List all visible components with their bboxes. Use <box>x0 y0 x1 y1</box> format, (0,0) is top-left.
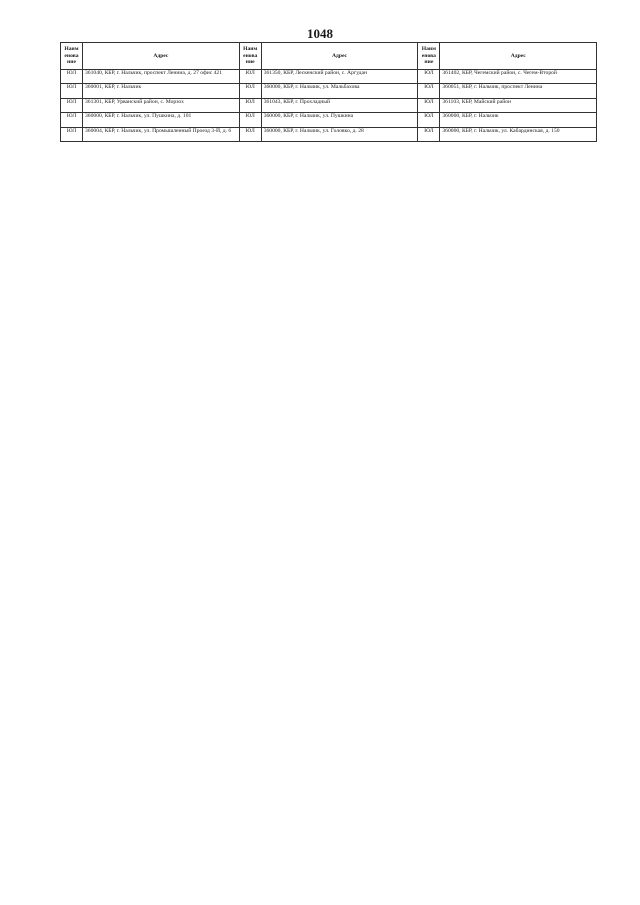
header-name: Наим енова ние <box>61 43 83 70</box>
header-address: Адрес <box>83 43 240 70</box>
cell-name: ЮЛ <box>239 98 261 112</box>
table-row <box>61 127 597 141</box>
cell-name: ЮЛ <box>418 113 440 127</box>
cell-name: ЮЛ <box>61 70 83 84</box>
header-name: Наим енова ние <box>418 43 440 70</box>
table-row <box>61 113 597 127</box>
cell-name: ЮЛ <box>239 70 261 84</box>
cell-name: ЮЛ <box>418 98 440 112</box>
table-header-row <box>61 43 597 70</box>
cell-address: 360004, КБР, г. Нальчик, ул. Промышленный Проезд 3-Й, д. 6 <box>83 127 240 141</box>
table-row <box>61 84 597 98</box>
cell-address: 361103, КБР, Майский район <box>440 98 597 112</box>
cell-address: 360000, КБР, г. Нальчик, ул. Кабардинская, д. 150 <box>440 127 597 141</box>
cell-address: 360000, КБР, г. Нальчик, ул. Пушкина <box>261 113 418 127</box>
cell-name: ЮЛ <box>239 84 261 98</box>
cell-address: 361043, КБР, г. Прохладный <box>261 98 418 112</box>
cell-name: ЮЛ <box>418 127 440 141</box>
header-name: Наим енова ние <box>239 43 261 70</box>
cell-name: ЮЛ <box>239 127 261 141</box>
table-row <box>61 70 597 84</box>
cell-address: 360000, КБР, г. Нальчик, ул. Головко, д. 28 <box>261 127 418 141</box>
cell-name: ЮЛ <box>61 127 83 141</box>
cell-name: ЮЛ <box>61 113 83 127</box>
cell-name: ЮЛ <box>239 113 261 127</box>
registry-table <box>60 42 597 142</box>
page-number: 1048 <box>307 26 333 41</box>
cell-address: 361301, КБР, Урванский район, с. Морзох <box>83 98 240 112</box>
cell-address: 360000, КБР, г. Нальчик, ул. Мальбахова <box>261 84 418 98</box>
cell-address: 360001, КБР, г. Нальчик <box>83 84 240 98</box>
cell-name: ЮЛ <box>418 70 440 84</box>
cell-address: 360000, КБР, г. Нальчик <box>440 113 597 127</box>
cell-address: 361350, КБР, Лескенский район, с. Аргудан <box>261 70 418 84</box>
table-row <box>61 98 597 112</box>
header-address: Адрес <box>440 43 597 70</box>
cell-name: ЮЛ <box>61 98 83 112</box>
cell-address: 361040, КБР, г. Нальчик, проспект Ленина, д. 27 офис 421 <box>83 70 240 84</box>
cell-name: ЮЛ <box>61 84 83 98</box>
cell-address: 361402, КБР, Чегемский район, с. Чегем-Второй <box>440 70 597 84</box>
header-address: Адрес <box>261 43 418 70</box>
cell-address: 360051, КБР, г. Нальчик, проспект Ленина <box>440 84 597 98</box>
cell-address: 360000, КБР, г. Нальчик, ул. Пушкина, д. 101 <box>83 113 240 127</box>
cell-name: ЮЛ <box>418 84 440 98</box>
